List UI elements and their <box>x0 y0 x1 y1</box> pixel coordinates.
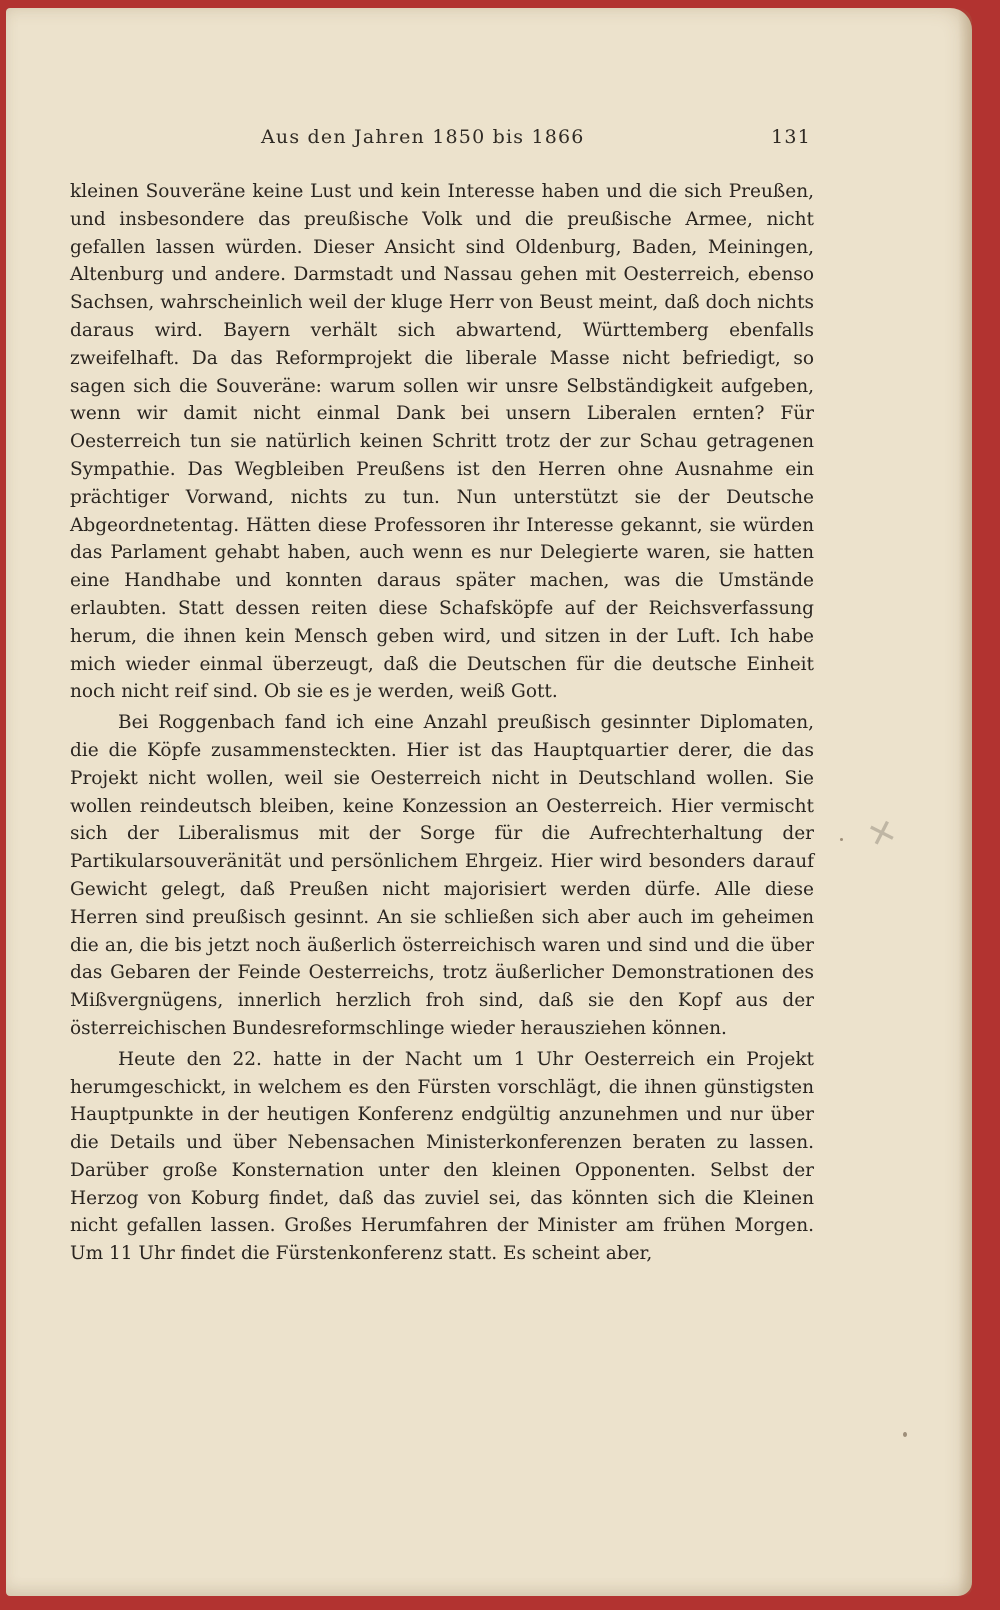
paragraph: Heute den 22. hatte in der Nacht um 1 Uhr Oesterreich ein Projekt herumgeschickt, in welchem es den Fürsten vorschlägt, die ihnen günstigsten Hauptpunkte in der heutigen Konferenz endgültig anzunehmen und nur über die Details und über Nebensachen Ministerkonferenzen beraten zu lassen. Darüber große Konsternation unter den kleinen Opponenten. Selbst der Herzog von Koburg findet, daß das zuviel sei, das könnten sich die Kleinen nicht gefallen lassen. Großes Herumfahren der Minister am frühen Morgen. Um 11 Uhr findet die Fürstenkonferenz statt. Es scheint aber, <box>70 1048 814 1265</box>
page-edge-shadow <box>958 8 972 1596</box>
page-number: 131 <box>771 126 811 148</box>
paragraph: Bei Roggenbach fand ich eine Anzahl preußisch gesinnter Diplomaten, die die Köpfe zusammensteckten. Hier ist das Hauptquartier derer, die das Projekt nicht wollen, weil sie Oesterreich nicht in Deutschland wollen. Sie wollen reindeutsch bleiben, keine Konzession an Oesterreich. Hier vermischt sich der Liberalismus mit der Sorge für die Aufrechterhaltung der Partikularsouveränität und persönlichem Ehrgeiz. Hier wird besonders darauf Gewicht gelegt, daß Preußen nicht majorisiert werden dürfe. Alle diese Herren sind preußisch gesinnt. An sie schließen sich aber auch im geheimen die an, die bis jetzt noch äußerlich österreichisch waren und sind und die über das Gebaren der Feinde Oesterreichs, trotz äußerlicher Demonstrationen des Mißvergnügens, innerlich herzlich froh sind, daß sie den Kopf aus der österreichischen Bundesreformschlinge wieder herausziehen können. <box>70 712 814 1039</box>
running-title: Aus den Jahren 1850 bis 1866 <box>261 126 585 148</box>
running-head <box>261 126 811 156</box>
pencil-mark: ✕ <box>862 810 902 858</box>
paper-speck <box>903 1432 907 1437</box>
paper-speck <box>840 838 843 841</box>
book-page <box>6 8 972 1596</box>
body-text <box>70 178 814 1268</box>
paragraph: kleinen Souveräne keine Lust und kein Interesse haben und die sich Preußen, und insbesondere das preußische Volk und die preußische Armee, nicht gefallen lassen würden. Dieser Ansicht sind Oldenburg, Baden, Meiningen, Altenburg und andere. Darmstadt und Nassau gehen mit Oesterreich, ebenso Sachsen, wahrscheinlich weil der kluge Herr von Beust meint, daß doch nichts daraus wird. Bayern verhält sich abwartend, Württemberg ebenfalls zweifelhaft. Da das Reformprojekt die liberale Masse nicht befriedigt, so sagen sich die Souveräne: warum sollen wir unsre Selbständigkeit aufgeben, wenn wir damit nicht einmal Dank bei unsern Liberalen ernten? Für Oesterreich tun sie natürlich keinen Schritt trotz der zur Schau getragenen Sympathie. Das Wegbleiben Preußens ist den Herren ohne Ausnahme ein prächtiger Vorwand, nichts zu tun. Nun unterstützt sie der Deutsche Abgeordnetentag. Hätten diese Professoren ihr Interesse gekannt, sie würden das Parlament gehabt haben, auch wenn es nur Delegierte waren, sie hatten eine Handhabe und konnten daraus später machen, was die Umstände erlaubten. Statt dessen reiten diese Schafsköpfe auf der Reichsverfassung herum, die ihnen kein Mensch geben wird, und sitzen in der Luft. Ich habe mich wieder einmal überzeugt, daß die Deutschen für die deutsche Einheit noch nicht reif sind. Ob sie es je werden, weiß Gott. <box>70 181 814 703</box>
